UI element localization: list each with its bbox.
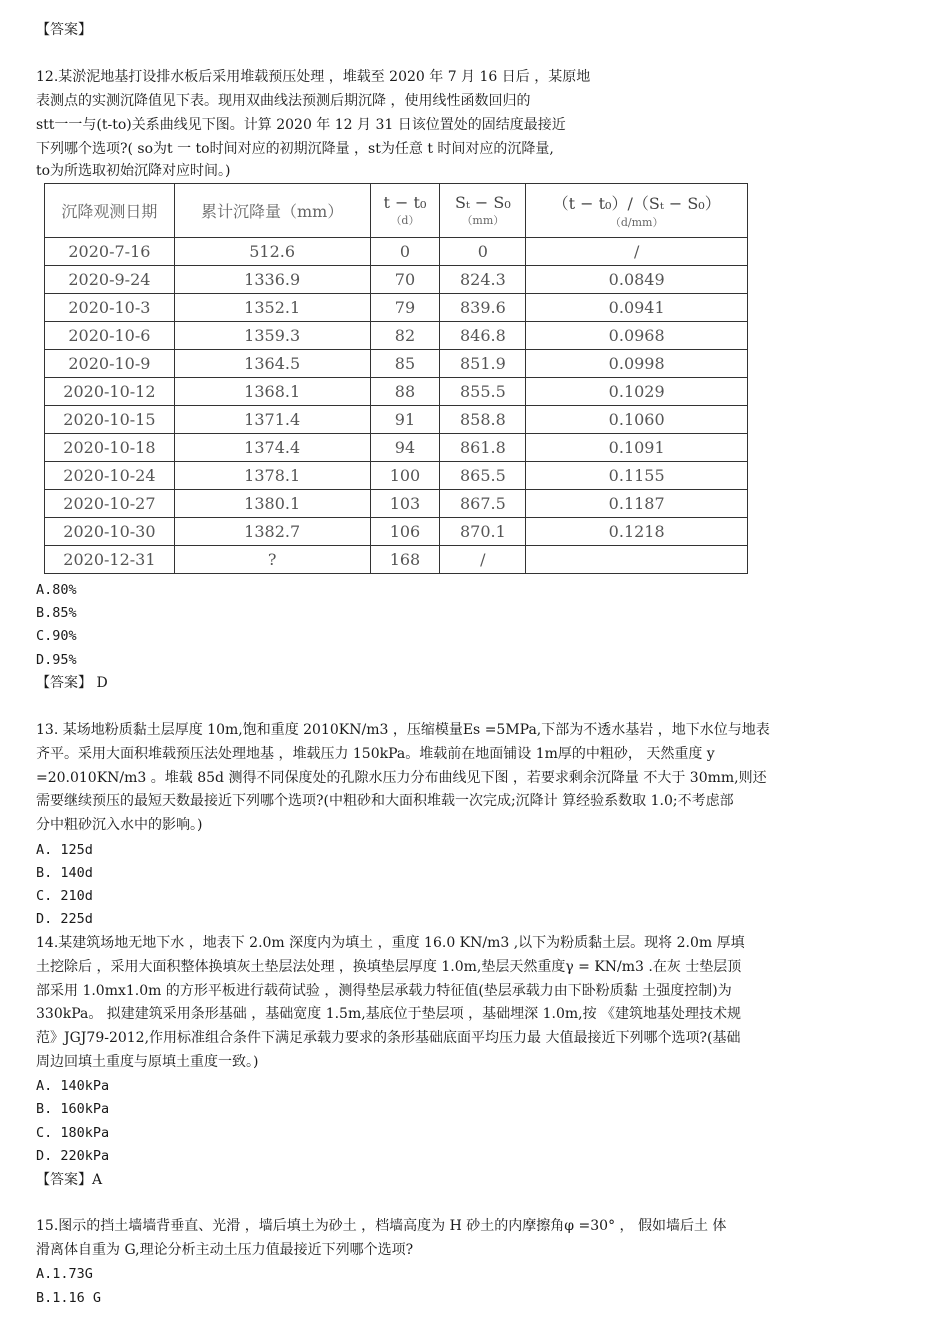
table-row	[45, 238, 748, 266]
cell-date: 2020-10-12	[45, 378, 175, 406]
cell-date: 2020-7-16	[45, 238, 175, 266]
cell-cumulative: 1371.4	[174, 406, 370, 434]
header-ratio-label: （t − t₀）/（Sₜ − S₀）	[552, 194, 721, 213]
cell-increment: 867.5	[440, 490, 526, 518]
cell-elapsed: 0	[370, 238, 440, 266]
header-settlement-increment-unit: （mm）	[461, 214, 505, 227]
table-row	[45, 266, 748, 294]
q13-option-b: B. 140d	[36, 865, 93, 881]
cell-cumulative: 1359.3	[174, 322, 370, 350]
cell-ratio: 0.1187	[526, 490, 748, 518]
cell-date: 2020-10-18	[45, 434, 175, 462]
q12-text-line: 下列哪个选项?( so为t 一 to时间对应的初期沉降量 ，st为任意 t 时间对应的沉降量,	[36, 141, 554, 157]
cell-cumulative: 1352.1	[174, 294, 370, 322]
cell-cumulative: 1380.1	[174, 490, 370, 518]
q12-option-a: A.80%	[36, 582, 77, 598]
q14-option-d: D. 220kPa	[36, 1148, 110, 1164]
table-row	[45, 546, 748, 574]
cell-elapsed: 106	[370, 518, 440, 546]
cell-date: 2020-10-27	[45, 490, 175, 518]
q13-text-line: 分中粗砂沉入水中的影响。)	[36, 817, 203, 833]
settlement-table	[44, 183, 748, 574]
q15-option-b: B.1.16 G	[36, 1290, 102, 1306]
q14-text-line: 土挖除后 ，采用大面积整体换填灰土垫层法处理 ，换填垫层厚度 1.0m,垫层天然重度γ = KN/m3 .在灰 士垫层顶	[36, 959, 742, 975]
cell-elapsed: 100	[370, 462, 440, 490]
q12-text-line: to为所选取初始沉降对应时间。)	[36, 163, 231, 179]
cell-ratio: 0.0998	[526, 350, 748, 378]
cell-cumulative: 1374.4	[174, 434, 370, 462]
q15-text-line: 15.图示的挡土墙墙背垂直、光滑 ，墙后填土为砂土 ，档墙高度为 H 砂土的内摩擦角φ =30° ， 假如墙后土 体	[36, 1218, 727, 1234]
q14-text-line: 330kPa。 拟建建筑采用条形基础 ，基础宽度 1.5m,基底位于垫层项 ，基础埋深 1.0m,按 《建筑地基处理技术规	[36, 1006, 742, 1022]
cell-cumulative: ?	[174, 546, 370, 574]
cell-elapsed: 79	[370, 294, 440, 322]
cell-ratio: 0.0968	[526, 322, 748, 350]
q14-text-line: 14.某建筑场地无地下水 ，地表下 2.0m 深度内为填土 ，重度 16.0 KN/m3 ,以下为粉质黏土层。现将 2.0m 厚填	[36, 935, 745, 951]
table-row	[45, 322, 748, 350]
q14-option-a: A. 140kPa	[36, 1078, 110, 1094]
cell-increment: 0	[440, 238, 526, 266]
cell-cumulative: 1364.5	[174, 350, 370, 378]
cell-elapsed: 70	[370, 266, 440, 294]
cell-cumulative: 1368.1	[174, 378, 370, 406]
cell-ratio: 0.1091	[526, 434, 748, 462]
cell-cumulative: 1382.7	[174, 518, 370, 546]
cell-increment: 839.6	[440, 294, 526, 322]
cell-date: 2020-10-15	[45, 406, 175, 434]
cell-ratio: 0.0941	[526, 294, 748, 322]
cell-cumulative: 1378.1	[174, 462, 370, 490]
q14-text-line: 周边回填土重度与原填土重度一致。)	[36, 1054, 259, 1070]
table-row	[45, 350, 748, 378]
cell-elapsed: 82	[370, 322, 440, 350]
cell-ratio: /	[526, 238, 748, 266]
q15-option-a: A.1.73G	[36, 1266, 93, 1282]
cell-date: 2020-9-24	[45, 266, 175, 294]
cell-increment: 858.8	[440, 406, 526, 434]
cell-increment: 851.9	[440, 350, 526, 378]
cell-ratio: 0.1155	[526, 462, 748, 490]
table-header-row	[45, 184, 748, 238]
header-elapsed-time-label: t − t₀	[383, 193, 427, 212]
cell-date: 2020-10-6	[45, 322, 175, 350]
q13-text-line: 13. 某场地粉质黏土层厚度 10m,饱和重度 2010KN/m3 ，压缩模量Es =5MPa,下部为不透水基岩 ，地下水位与地表	[36, 722, 770, 738]
cell-ratio: 0.1060	[526, 406, 748, 434]
table-row	[45, 490, 748, 518]
q13-text-line: 齐平。采用大面积堆载预压法处理地基 ，堆载压力 150kPa。堆载前在地面铺设 1m厚的中粗砂， 天然重度 y	[36, 746, 715, 762]
previous-answer-label: 【答案】	[36, 22, 92, 38]
cell-increment: /	[440, 546, 526, 574]
cell-increment: 861.8	[440, 434, 526, 462]
table-row	[45, 294, 748, 322]
cell-elapsed: 103	[370, 490, 440, 518]
table-row	[45, 462, 748, 490]
header-elapsed-time	[370, 184, 440, 238]
cell-elapsed: 88	[370, 378, 440, 406]
table-row	[45, 434, 748, 462]
q12-answer: 【答案】 D	[36, 675, 108, 691]
settlement-table-wrapper	[44, 183, 748, 569]
q13-text-line: =20.010KN/m3 。堆载 85d 测得不同保度处的孔隙水压力分布曲线见下图 ，若要求剩余沉降量 不大于 30mm,则还	[36, 770, 767, 786]
header-elapsed-time-unit: （d）	[390, 214, 420, 227]
header-cumulative-settlement: 累计沉降量（mm）	[174, 184, 370, 238]
q14-text-line: 范》JGJ79-2012,作用标准组合条件下满足承载力要求的条形基础底面平均压力最 大值最接近下列哪个选项?(基础	[36, 1030, 741, 1046]
table-row	[45, 406, 748, 434]
q13-option-a: A. 125d	[36, 842, 93, 858]
q13-option-c: C. 210d	[36, 888, 93, 904]
cell-increment: 824.3	[440, 266, 526, 294]
cell-ratio	[526, 546, 748, 574]
cell-ratio: 0.1218	[526, 518, 748, 546]
header-date: 沉降观测日期	[45, 184, 175, 238]
table-row	[45, 518, 748, 546]
q12-text-line: 12.某淤泥地基打设排水板后采用堆载预压处理 ，堆载至 2020 年 7 月 16 日后 ，某原地	[36, 69, 591, 85]
cell-increment: 870.1	[440, 518, 526, 546]
cell-date: 2020-10-9	[45, 350, 175, 378]
cell-ratio: 0.0849	[526, 266, 748, 294]
header-settlement-increment	[440, 184, 526, 238]
cell-increment: 865.5	[440, 462, 526, 490]
cell-increment: 855.5	[440, 378, 526, 406]
cell-date: 2020-10-3	[45, 294, 175, 322]
header-ratio-unit: （d/mm）	[609, 216, 664, 229]
cell-cumulative: 512.6	[174, 238, 370, 266]
q13-option-d: D. 225d	[36, 911, 93, 927]
header-ratio	[526, 184, 748, 238]
cell-increment: 846.8	[440, 322, 526, 350]
q12-option-c: C.90%	[36, 628, 77, 644]
q12-text-line: stt一一与(t-to)关系曲线见下图。计算 2020 年 12 月 31 日该位置处的固结度最接近	[36, 117, 566, 133]
cell-elapsed: 91	[370, 406, 440, 434]
cell-ratio: 0.1029	[526, 378, 748, 406]
q14-option-b: B. 160kPa	[36, 1101, 110, 1117]
q14-option-c: C. 180kPa	[36, 1125, 110, 1141]
table-row	[45, 378, 748, 406]
q12-option-d: D.95%	[36, 652, 77, 668]
q13-text-line: 需要继续预压的最短天数最接近下列哪个选项?(中粗砂和大面积堆载一次完成;沉降计 算经验系数取 1.0;不考虑部	[36, 793, 734, 809]
cell-date: 2020-10-24	[45, 462, 175, 490]
cell-cumulative: 1336.9	[174, 266, 370, 294]
q14-text-line: 部采用 1.0mx1.0m 的方形平板进行载荷试验 ，测得垫层承载力特征值(垫层承载力由下卧粉质黏 土强度控制)为	[36, 983, 732, 999]
q12-option-b: B.85%	[36, 605, 77, 621]
q15-text-line: 滑离体自重为 G,理论分析主动土压力值最接近下列哪个选项?	[36, 1242, 414, 1258]
q12-text-line: 表测点的实测沉降值见下表。现用双曲线法预测后期沉降 ，使用线性函数回归的	[36, 93, 531, 109]
header-settlement-increment-label: Sₜ − S₀	[454, 193, 511, 212]
q14-answer: 【答案】A	[36, 1172, 103, 1188]
cell-elapsed: 85	[370, 350, 440, 378]
cell-elapsed: 168	[370, 546, 440, 574]
cell-date: 2020-10-30	[45, 518, 175, 546]
cell-elapsed: 94	[370, 434, 440, 462]
cell-date: 2020-12-31	[45, 546, 175, 574]
